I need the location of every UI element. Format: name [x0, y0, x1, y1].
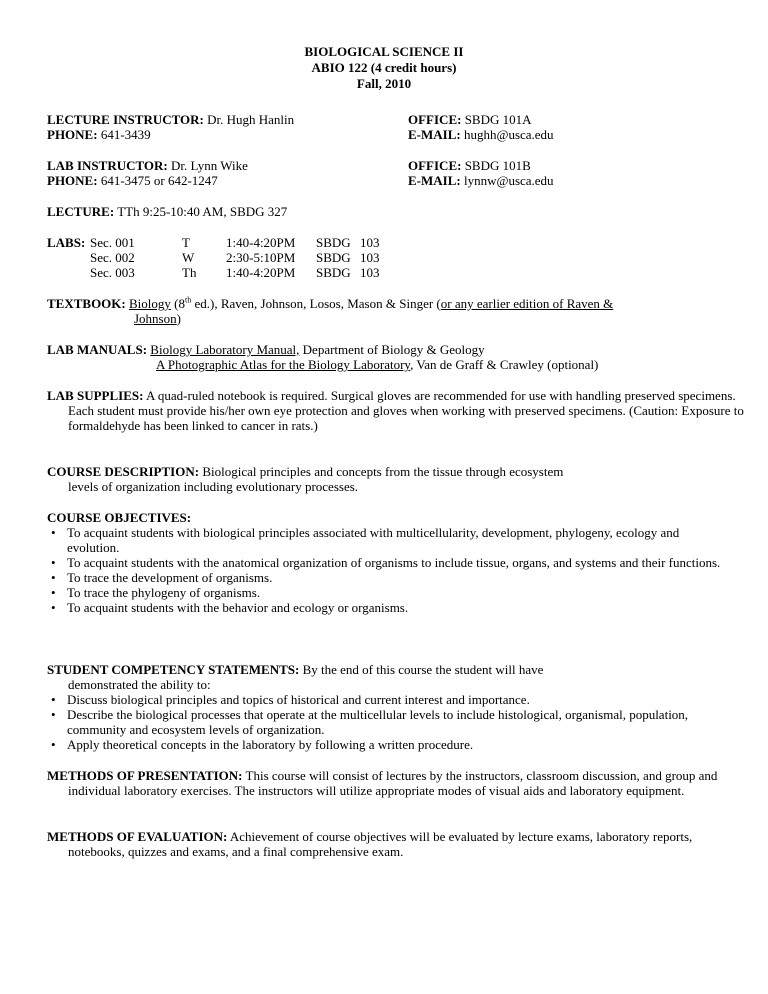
lab-day: Th — [182, 265, 197, 280]
methods-of-evaluation: METHODS OF EVALUATION: Achievement of course objectives will be evaluated by lecture exams, laboratory reports, notebooks, quizzes and exams, and a final comprehensive exam. — [47, 829, 693, 859]
lab-supplies: LAB SUPPLIES: A quad-ruled notebook is required. Surgical gloves are recommended for use with handling preserved specimens. Each student must provide his/her own eye protection and gloves when working with preserved specimens. (Caution: Exposure to formaldehyde has been linked to cancer in rats.) — [47, 388, 744, 433]
textbook-line2: Johnson) — [134, 311, 181, 326]
lab-time: 2:30-5:10PM — [226, 250, 296, 265]
lab-instructor-phone: PHONE: 641-3475 or 642-1247 — [47, 173, 218, 188]
lab-time: 1:40-4:20PM — [226, 235, 296, 250]
competency-heading: STUDENT COMPETENCY STATEMENTS: By the end of this course the student will have — [47, 662, 544, 677]
competency-item: • Describe the biological processes that operate at the multicellular levels to include histological, organismal, population, community and ecosystem levels of organization. — [51, 707, 689, 737]
bullet-icon: • — [51, 585, 56, 600]
lecture-instructor-office: OFFICE: SBDG 101A — [408, 112, 532, 127]
bullet-icon: • — [51, 737, 56, 752]
bullet-icon: • — [51, 600, 56, 615]
lab-manual-1: LAB MANUALS: Biology Laboratory Manual, Department of Biology & Geology — [47, 342, 485, 357]
bullet-icon: • — [51, 707, 56, 722]
course-term: Fall, 2010 — [356, 76, 412, 91]
lab-day: W — [182, 250, 195, 265]
course-code: ABIO 122 (4 credit hours) — [311, 60, 457, 75]
lab-instructor: LAB INSTRUCTOR: Dr. Lynn Wike — [47, 158, 248, 173]
course-description-line2: levels of organization including evolutionary processes. — [68, 479, 359, 494]
lab-section: Sec. 002 — [90, 250, 135, 265]
course-title: BIOLOGICAL SCIENCE II — [304, 44, 464, 59]
objective-item: • To trace the development of organisms. — [51, 570, 273, 585]
competency-item: • Apply theoretical concepts in the laboratory by following a written procedure. — [51, 737, 474, 752]
textbook-line1: TEXTBOOK: Biology (8th ed.), Raven, Johnson, Losos, Mason & Singer (or any earlier edition of Raven & — [47, 295, 614, 311]
course-description-line1: COURSE DESCRIPTION: Biological principles and concepts from the tissue through ecosystem — [47, 464, 564, 479]
lab-room: 103 — [360, 265, 380, 280]
objective-item: • To acquaint students with biological principles associated with multicellularity, development, phylogeny, ecology and evolution. — [51, 525, 680, 555]
methods-of-presentation: METHODS OF PRESENTATION: This course will consist of lectures by the instructors, classroom discussion, and group and individual laboratory exercises. The instructors will utilize appropriate modes of visual aids and laboratory equipment. — [47, 768, 718, 798]
textbook-title: Biology — [129, 296, 171, 311]
lab-room: 103 — [360, 250, 380, 265]
bullet-icon: • — [51, 555, 56, 570]
lab-building: SBDG — [316, 265, 351, 280]
lab-manual-2: A Photographic Atlas for the Biology Laboratory, Van de Graff & Crawley (optional) — [156, 357, 599, 372]
lecture-instructor: LECTURE INSTRUCTOR: Dr. Hugh Hanlin — [47, 112, 295, 127]
bullet-icon: • — [51, 570, 56, 585]
lab-room: 103 — [360, 235, 380, 250]
objective-item: • To trace the phylogeny of organisms. — [51, 585, 261, 600]
labs-label: LABS: — [47, 235, 86, 250]
lab-day: T — [182, 235, 190, 250]
bullet-icon: • — [51, 692, 56, 707]
lecture-schedule: LECTURE: TTh 9:25-10:40 AM, SBDG 327 — [47, 204, 288, 219]
objective-item: • To acquaint students with the behavior and ecology or organisms. — [51, 600, 409, 615]
objective-item: • To acquaint students with the anatomical organization of organisms to include tissue, organs, and systems and their functions. — [51, 555, 721, 570]
lab-building: SBDG — [316, 235, 351, 250]
lab-instructor-office: OFFICE: SBDG 101B — [408, 158, 531, 173]
competency-subheading: demonstrated the ability to: — [68, 677, 211, 692]
lab-time: 1:40-4:20PM — [226, 265, 296, 280]
lab-instructor-email: E-MAIL: lynnw@usca.edu — [408, 173, 554, 188]
lab-section: Sec. 003 — [90, 265, 135, 280]
competency-list — [47, 692, 727, 752]
course-objectives-list — [47, 525, 727, 615]
lab-building: SBDG — [316, 250, 351, 265]
bullet-icon: • — [51, 525, 56, 540]
lab-section: Sec. 001 — [90, 235, 135, 250]
competency-item: • Discuss biological principles and topics of historical and current interest and importance. — [51, 692, 530, 707]
lecture-instructor-phone: PHONE: 641-3439 — [47, 127, 151, 142]
lecture-instructor-email: E-MAIL: hughh@usca.edu — [408, 127, 554, 142]
course-objectives-heading: COURSE OBJECTIVES: — [47, 510, 192, 525]
